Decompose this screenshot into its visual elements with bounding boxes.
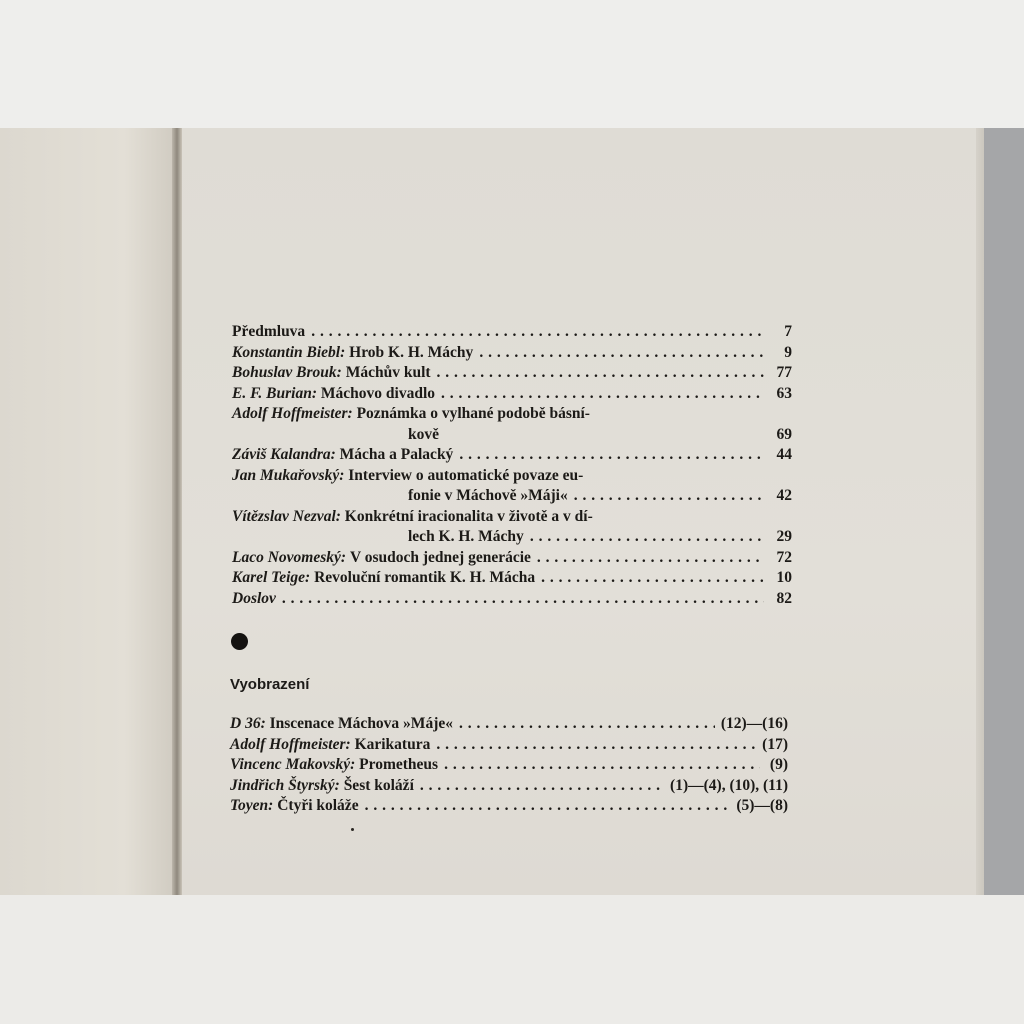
entry-title: Máchův kult [345,364,431,381]
toc-entry-biebl[interactable] [232,343,792,364]
toc-entry-novomesky[interactable] [232,548,792,569]
dot-leader [530,527,764,548]
dot-leader [459,445,764,466]
toc-entry-burian[interactable] [232,384,792,405]
entry-title: Máchovo divadlo [320,384,435,402]
page-number: 7 [784,323,792,340]
illustration-entry-toyen[interactable] [230,796,788,817]
entry-title: Čtyři koláže [277,797,359,814]
dot-leader [436,735,756,756]
entry-title: Prometheus [359,756,439,773]
illustration-entry-d36[interactable] [230,714,788,735]
illustrations-list [230,714,788,817]
dot-leader [420,776,664,797]
toc-entry-nezval-cont[interactable] [232,527,792,548]
dot-leader [437,363,764,384]
entry-title: Revoluční romantik K. H. Mácha [314,569,536,586]
entry-author: Vincenc Makovský: [230,756,356,773]
toc-entry-predmluva[interactable] [232,322,792,343]
page-range: (5)—(8) [736,797,788,814]
page-number: 69 [776,425,792,443]
page-number: 72 [776,548,792,566]
dot-leader [479,343,764,364]
dot-leader [282,589,764,610]
page-range: (9) [769,756,788,773]
entry-title: V osudoch jednej generácie [349,548,531,566]
background-bottom [0,895,1024,1024]
entry-title: Interview o automatické povaze eu- [348,466,584,484]
entry-title: Předmluva [232,323,306,340]
dot-leader [444,755,760,776]
left-page [0,128,178,895]
page-number: 29 [776,528,792,545]
entry-author: E. F. Burian: [232,384,318,402]
page-number: 44 [776,446,792,463]
entry-author: Toyen: [230,797,274,814]
entry-author: Adolf Hoffmeister: [230,735,351,753]
toc-entry-doslov[interactable] [232,589,792,610]
toc-entry-nezval[interactable] [232,507,792,528]
entry-title: Šest koláží [343,776,414,794]
entry-author: Záviš Kalandra: [232,446,336,463]
toc-entry-kalandra[interactable] [232,445,792,466]
page-range: (1)—(4), (10), (11) [670,776,788,794]
dot-leader [441,384,764,405]
entry-title: Mácha a Palacký [339,446,454,463]
illustration-entry-makovsky[interactable] [230,755,788,776]
entry-author: Adolf Hoffmeister: [232,405,353,422]
illustrations-heading: Vyobrazení [230,676,310,693]
toc-entry-hoffmeister[interactable] [232,404,792,425]
entry-author: Bohuslav Brouk: [232,364,342,381]
entry-title: Karikatura [354,735,431,753]
toc-entry-teige[interactable] [232,568,792,589]
entry-author: Jindřich Štyrský: [230,776,340,794]
page-number: 63 [776,384,792,402]
table-of-contents [232,322,792,609]
entry-title-continued: fonie v Máchově »Máji« [408,487,568,504]
entry-author: Karel Teige: [232,569,311,586]
page-number: 9 [784,343,792,361]
page-number: 42 [776,487,792,504]
entry-title: Inscenace Máchova »Máje« [269,715,453,732]
page-number: 77 [776,364,792,381]
entry-title: Konkrétní iracionalita v životě a v dí- [344,507,593,525]
dot-leader [311,322,764,343]
dot-leader [459,714,715,735]
toc-entry-mukarovsky-cont[interactable] [232,486,792,507]
page-range: (17) [762,735,788,753]
entry-author: Laco Novomeský: [232,548,347,566]
entry-title: Doslov [232,589,276,607]
page-range: (12)—(16) [720,715,788,732]
entry-title: Hrob K. H. Máchy [349,343,474,361]
dot-leader [541,568,764,589]
dot-leader [537,548,764,569]
toc-entry-hoffmeister-cont[interactable] [232,425,792,446]
entry-author: Jan Mukařovský: [232,466,345,484]
entry-title-continued: lech K. H. Máchy [408,528,524,545]
toc-entry-brouk[interactable] [232,363,792,384]
dot-leader [574,486,764,507]
page-number: 82 [776,589,792,607]
entry-author: Konstantin Biebl: [232,343,346,361]
illustration-entry-hoffmeister[interactable] [230,735,788,756]
dot-leader [365,796,731,817]
entry-title-continued: kově [408,425,439,443]
toc-entry-mukarovsky[interactable] [232,466,792,487]
entry-author: D 36: [230,715,266,732]
book-gutter [172,128,182,895]
page-number: 10 [776,569,792,586]
section-bullet [231,633,248,650]
illustration-entry-styrsky[interactable] [230,776,788,797]
entry-author: Vítězslav Nezval: [232,507,341,525]
ink-fleck [351,828,354,831]
entry-title: Poznámka o vylhané podobě básní- [356,405,590,422]
background-edge [984,128,1024,895]
